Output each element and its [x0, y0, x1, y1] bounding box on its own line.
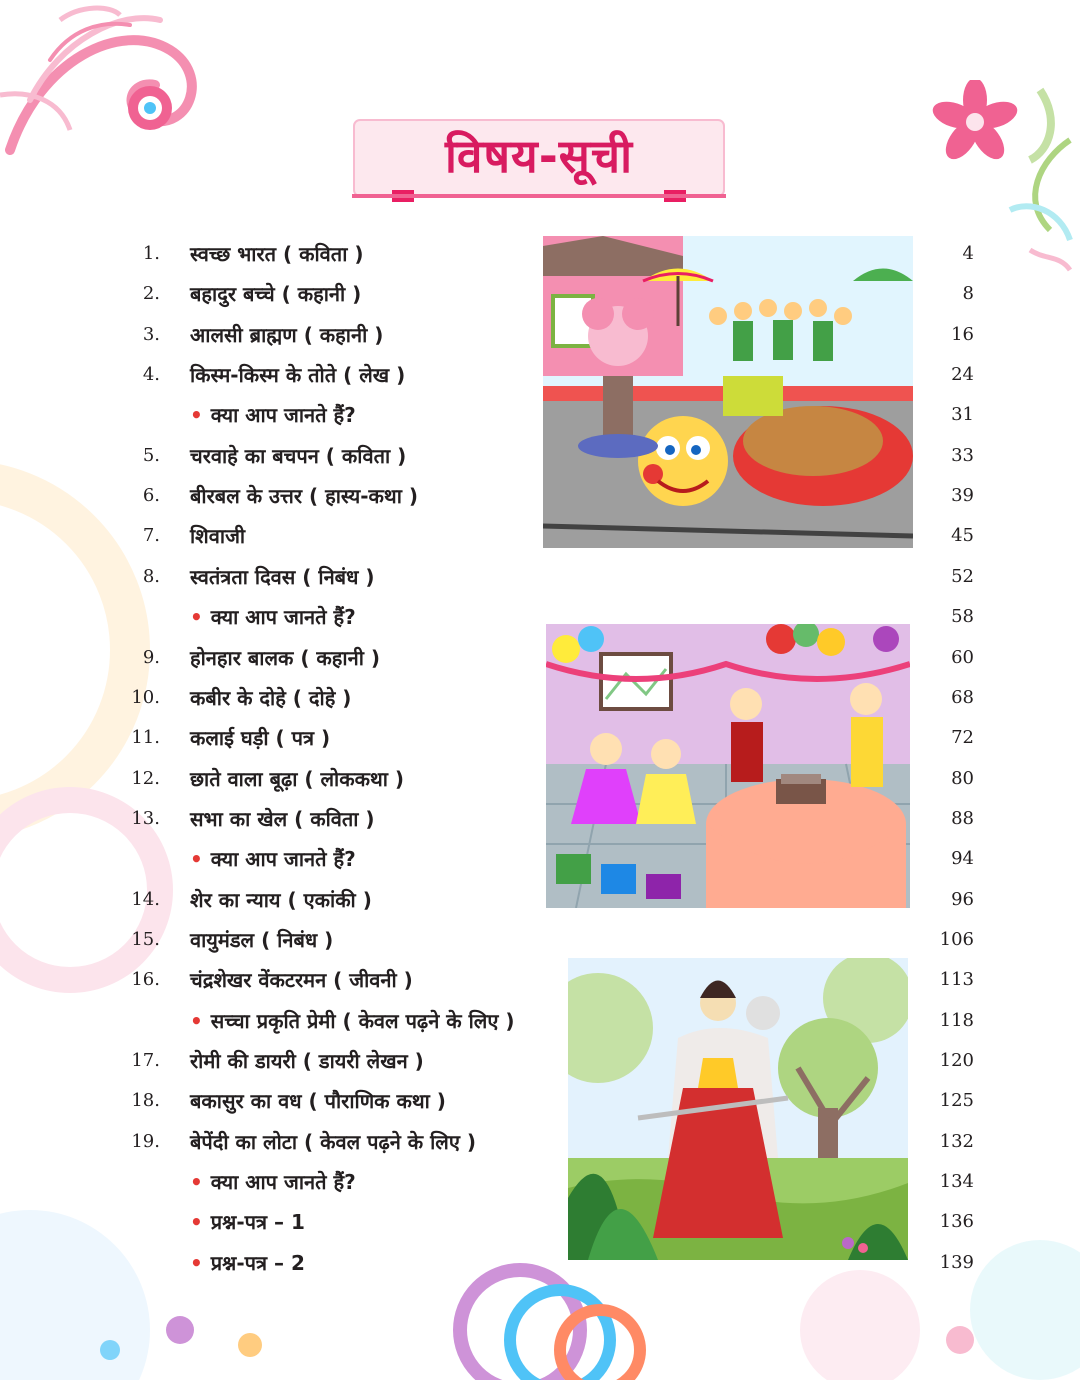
- chapter-number: 9.: [142, 646, 160, 668]
- chapter-number: 11.: [131, 727, 160, 749]
- page-number: 33: [951, 444, 974, 466]
- chapter-title: शेर का न्याय ( एकांकी ): [190, 887, 372, 912]
- toc-entry: [0, 638, 1080, 678]
- toc-entry: [0, 476, 1080, 516]
- chapter-number: 19.: [131, 1130, 160, 1152]
- chapter-title-text: क्या आप जानते हैं?: [210, 403, 356, 428]
- bullet-point: •: [190, 605, 203, 630]
- chapter-title: किस्म-किस्म के तोते ( लेख ): [190, 363, 406, 388]
- chapter-number: 2.: [142, 283, 160, 305]
- chapter-number: 12.: [131, 767, 160, 789]
- chapter-title: आलसी ब्राह्मण ( कहानी ): [190, 322, 384, 347]
- chapter-number: 6.: [142, 485, 160, 507]
- toc-entry: [0, 274, 1080, 314]
- page-number: 52: [951, 565, 974, 587]
- toc-entry: [0, 678, 1080, 718]
- bullet-point: •: [190, 1250, 203, 1275]
- toc-entry: [0, 1162, 1080, 1202]
- chapter-title: चरवाहे का बचपन ( कविता ): [190, 443, 407, 468]
- page-number: 39: [951, 485, 974, 507]
- chapter-number: 15.: [131, 928, 160, 950]
- page-number: 120: [939, 1050, 974, 1071]
- chapter-title: बहादुर बच्चे ( कहानी ): [190, 282, 362, 307]
- chapter-title: [190, 839, 356, 879]
- page-number: 132: [939, 1130, 974, 1152]
- bullet-point: •: [190, 847, 203, 872]
- toc-entry: [0, 315, 1080, 355]
- chapter-title-text: क्या आप जानते हैं?: [210, 847, 356, 872]
- chapter-number: 4.: [142, 364, 160, 386]
- chapter-number: 7.: [142, 525, 160, 547]
- chapter-title: [190, 1001, 514, 1041]
- chapter-title: [190, 597, 356, 637]
- toc-entry: [0, 1001, 1080, 1041]
- page-number: 72: [951, 727, 974, 749]
- page-number: 136: [939, 1211, 974, 1233]
- chapter-title: [190, 1243, 305, 1283]
- page-number: 4: [962, 243, 974, 264]
- floral-swirl-top-left: [0, 0, 240, 170]
- toc-entry: [0, 759, 1080, 799]
- chapter-title: चंद्रशेखर वेंकटरमन ( जीवनी ): [190, 968, 413, 993]
- chapter-title: छाते वाला बूढ़ा ( लोककथा ): [190, 766, 405, 791]
- chapter-title: [190, 1162, 356, 1202]
- chapter-number: 18.: [131, 1090, 160, 1112]
- toc-entry: [0, 839, 1080, 879]
- chapter-title-text: क्या आप जानते हैं?: [210, 1170, 356, 1195]
- bullet-point: •: [190, 1210, 203, 1235]
- chapter-number: 17.: [131, 1050, 160, 1071]
- toc-entry: [0, 1243, 1080, 1283]
- toc-entry: [0, 355, 1080, 395]
- toc-entry: [0, 557, 1080, 597]
- chapter-number: 8.: [142, 565, 160, 587]
- chapter-title: [190, 395, 356, 435]
- chapter-number: 10.: [131, 686, 160, 708]
- chapter-number: 3.: [142, 323, 160, 345]
- toc-entry: [0, 920, 1080, 960]
- chapter-title-text: प्रश्न-पत्र – 1: [210, 1210, 305, 1235]
- page-number: 118: [939, 1009, 974, 1031]
- chapter-title: स्वतंत्रता दिवस ( निबंध ): [190, 564, 375, 589]
- page-number: 94: [951, 848, 974, 870]
- page-number: 16: [951, 323, 974, 345]
- chapter-title-text: क्या आप जानते हैं?: [210, 605, 356, 630]
- chapter-title: बेपेंदी का लोटा ( केवल पढ़ने के लिए ): [190, 1129, 477, 1154]
- bullet-point: •: [190, 403, 203, 428]
- page-number: 68: [951, 686, 974, 708]
- page-number: 125: [939, 1090, 974, 1112]
- toc-entry: [0, 880, 1080, 920]
- toc-entry: [0, 436, 1080, 476]
- chapter-number: 1.: [142, 243, 160, 264]
- chapter-title: शिवाजी: [190, 524, 246, 549]
- page-number: 88: [951, 807, 974, 829]
- bullet-point: •: [190, 1008, 203, 1033]
- title-banner: [352, 118, 726, 202]
- page-number: 60: [951, 646, 974, 668]
- chapter-title: होनहार बालक ( कहानी ): [190, 645, 380, 670]
- page-number: 96: [951, 888, 974, 910]
- chapter-title: रोमी की डायरी ( डायरी लेखन ): [190, 1049, 424, 1073]
- chapter-number: 14.: [131, 888, 160, 910]
- page-title: विषय-सूची: [444, 129, 634, 183]
- chapter-title-text: प्रश्न-पत्र – 2: [210, 1250, 305, 1275]
- bullet-point: •: [190, 1170, 203, 1195]
- chapter-title: सभा का खेल ( कविता ): [190, 806, 375, 831]
- toc-entry: [0, 799, 1080, 839]
- page-number: 58: [951, 606, 974, 628]
- chapter-title: बकासुर का वध ( पौराणिक कथा ): [190, 1089, 446, 1114]
- chapter-title: बीरबल के उत्तर ( हास्य-कथा ): [190, 484, 418, 509]
- page-number: 24: [951, 364, 974, 386]
- toc-entry: [0, 1081, 1080, 1121]
- toc-entry: [0, 718, 1080, 758]
- toc-entry: [0, 234, 1080, 274]
- page-number: 80: [951, 767, 974, 789]
- page-number: 45: [951, 525, 974, 547]
- chapter-title-text: सच्चा प्रकृति प्रेमी ( केवल पढ़ने के लिए ): [210, 1008, 515, 1033]
- toc-entry: [0, 395, 1080, 435]
- chapter-number: 16.: [131, 969, 160, 991]
- page-number: 31: [951, 404, 974, 426]
- toc-entry: [0, 1202, 1080, 1242]
- toc-entry: [0, 1122, 1080, 1162]
- chapter-title: [190, 1202, 305, 1242]
- page-number: 113: [939, 969, 974, 991]
- toc-entry: [0, 516, 1080, 556]
- page-number: 139: [939, 1251, 974, 1273]
- chapter-title: कलाई घड़ी ( पत्र ): [190, 726, 331, 751]
- chapter-title: स्वच्छ भारत ( कविता ): [190, 242, 364, 266]
- chapter-number: 5.: [142, 444, 160, 466]
- chapter-title: कबीर के दोहे ( दोहे ): [190, 685, 352, 710]
- toc-entry: [0, 960, 1080, 1000]
- page-number: 8: [962, 283, 974, 305]
- toc-entry: [0, 597, 1080, 637]
- chapter-number: 13.: [131, 807, 160, 829]
- page-number: 134: [939, 1171, 974, 1193]
- page-number: 106: [939, 928, 974, 950]
- toc-entry: [0, 1041, 1080, 1081]
- chapter-title: वायुमंडल ( निबंध ): [190, 927, 334, 952]
